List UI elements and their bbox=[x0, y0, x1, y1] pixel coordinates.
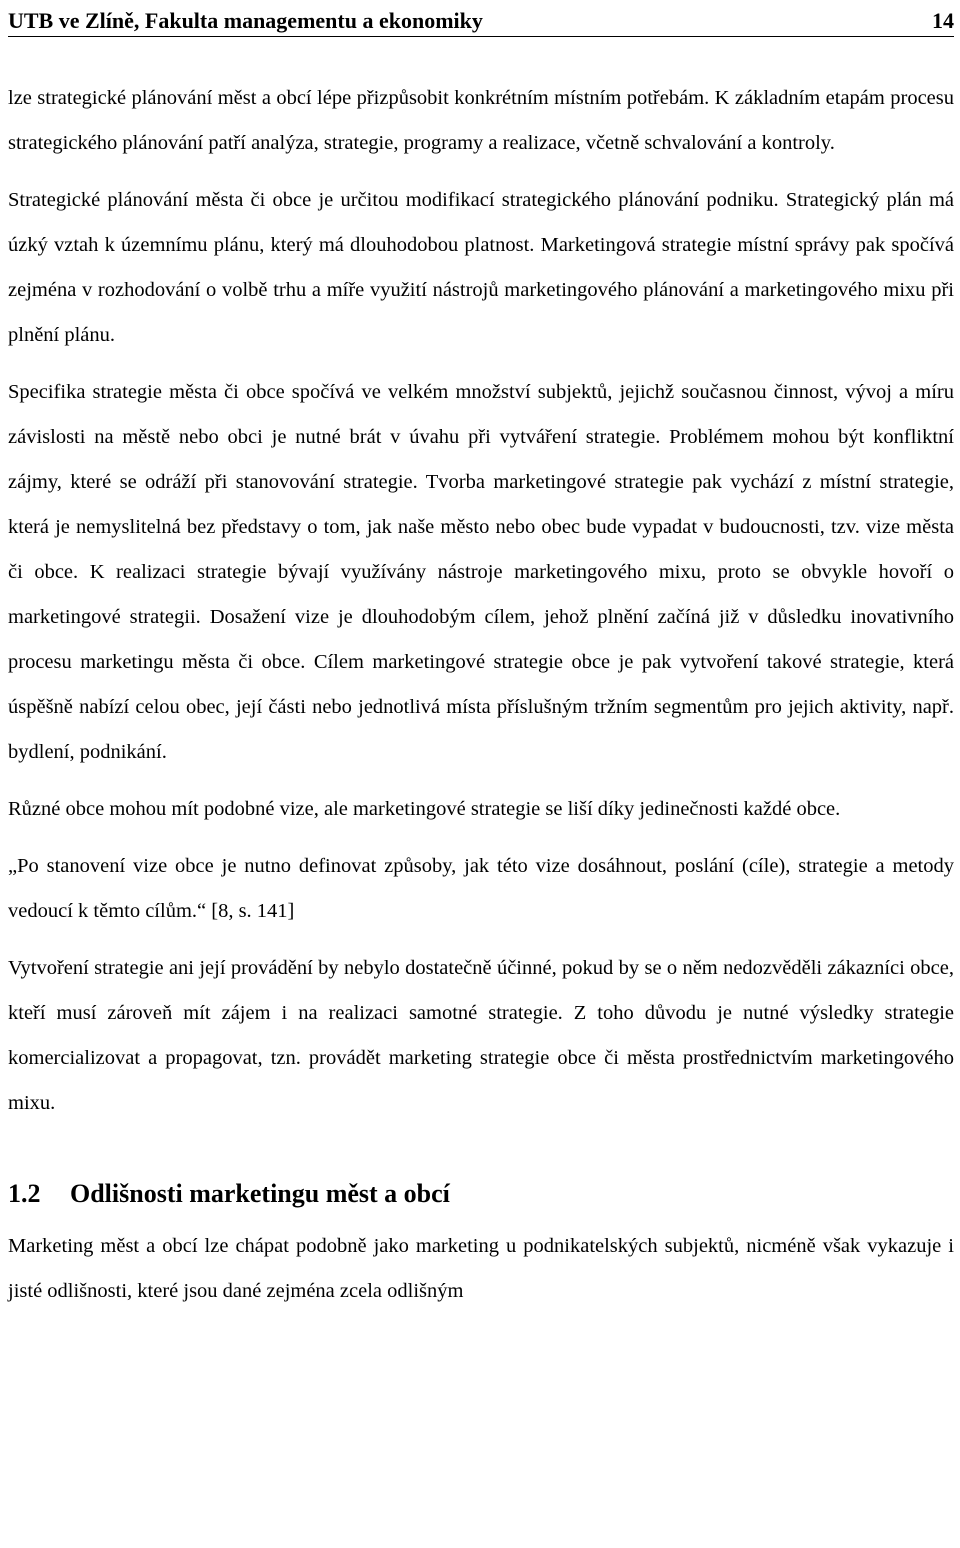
page-number: 14 bbox=[932, 8, 954, 33]
body-paragraph: lze strategické plánování měst a obcí lépe přizpůsobit konkrétním místním potřebám. K základním etapám procesu strategického plánování patří analýza, strategie, programy a realizace, včetně schvalování a kontroly. bbox=[8, 87, 954, 154]
section-number: 1.2 bbox=[8, 1179, 41, 1208]
body-paragraph: Strategické plánování města či obce je určitou modifikací strategického plánování podniku. Strategický plán má úzký vztah k územnímu plánu, který má dlouhodobou platnost. Marketingová strategie místní správy pak spočívá zejména v rozhodování o volbě trhu a míře využití nástrojů marketingového plánování a marketingového mixu při plnění plánu. bbox=[8, 189, 954, 346]
body-paragraph: Vytvoření strategie ani její provádění by nebylo dostatečně účinné, pokud by se o něm nedozvěděli zákazníci obce, kteří musí zároveň mít zájem i na realizaci samotné strategie. Z toho důvodu je nutné výsledky strategie komercializovat a propagovat, tzn. provádět marketing strategie obce či města prostřednictvím marketingového mixu. bbox=[8, 957, 954, 1114]
page-header bbox=[8, 0, 954, 34]
header-divider bbox=[8, 36, 954, 37]
section-title: Odlišnosti marketingu měst a obcí bbox=[70, 1179, 450, 1208]
page-body bbox=[8, 76, 954, 1314]
section-heading bbox=[8, 1174, 954, 1214]
citation-quote: „Po stanovení vize obce je nutno definovat způsoby, jak této vize dosáhnout, poslání (cíle), strategie a metody vedoucí k těmto cílům.“ [8, s. 141] bbox=[8, 855, 954, 922]
body-paragraph: Marketing měst a obcí lze chápat podobně jako marketing u podnikatelských subjektů, nicméně však vykazuje i jisté odlišnosti, které jsou dané zejména zcela odlišným bbox=[8, 1235, 954, 1302]
header-title: UTB ve Zlíně, Fakulta managementu a ekonomiky bbox=[8, 8, 483, 33]
body-paragraph: Specifika strategie města či obce spočívá ve velkém množství subjektů, jejichž současnou činnost, vývoj a míru závislosti na městě nebo obci je nutné brát v úvahu při vytváření strategie. Problémem mohou být konfliktní zájmy, které se odráží při stanovování strategie. Tvorba marketingové strategie pak vychází z místní strategie, která je nemyslitelná bez představy o tom, jak naše město nebo obec bude vypadat v budoucnosti, tzv. vize města či obce. K realizaci strategie bývají využívány nástroje marketingového mixu, proto se obvykle hovoří o marketingové strategii. Dosažení vize je dlouhodobým cílem, jehož plnění začíná již v důsledku inovativního procesu marketingu města či obce. Cílem marketingové strategie obce je pak vytvoření takové strategie, která úspěšně nabízí celou obec, její části nebo jednotlivá místa příslušným tržním segmentům pro jejich aktivity, např. bydlení, podnikání. bbox=[8, 381, 954, 763]
body-paragraph: Různé obce mohou mít podobné vize, ale marketingové strategie se liší díky jedinečnosti každé obce. bbox=[8, 798, 841, 820]
